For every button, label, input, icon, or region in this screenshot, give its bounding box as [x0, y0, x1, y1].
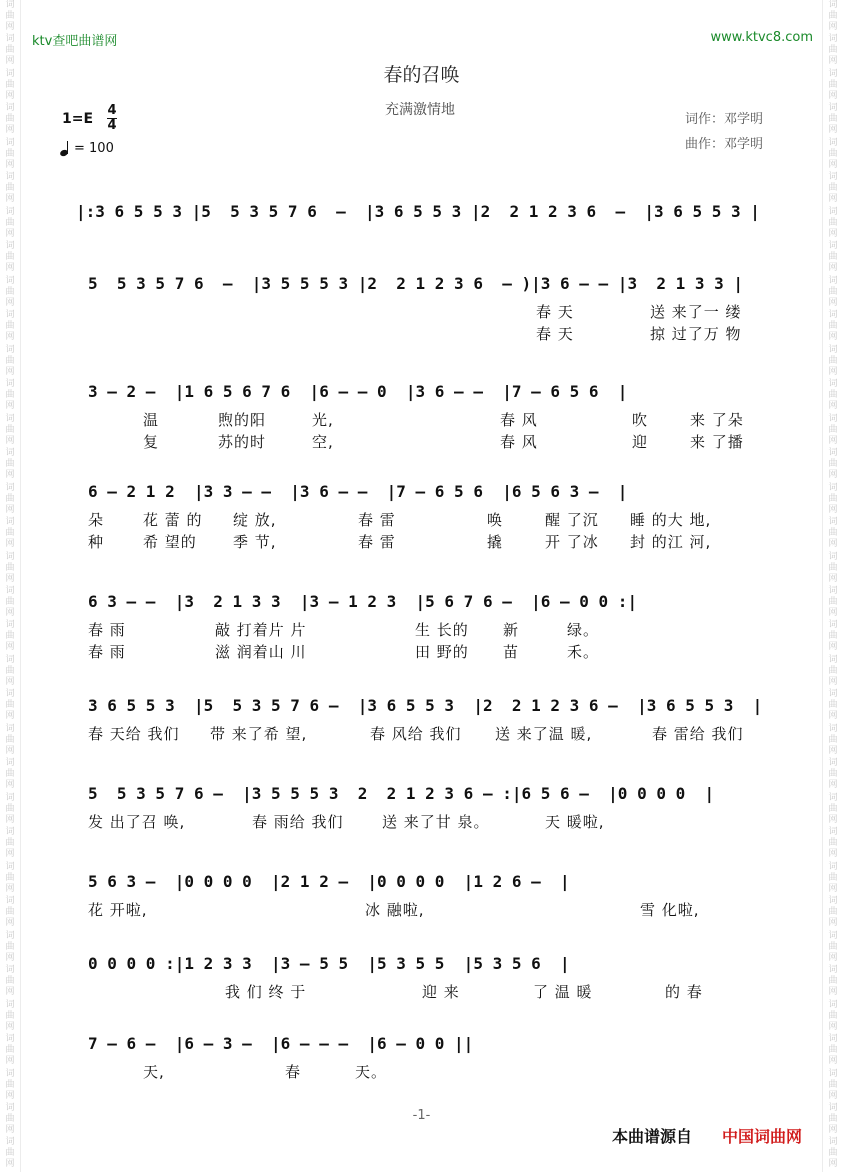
lyric-word: 醒 了沉 — [545, 511, 599, 529]
song-title: 春的召唤 — [383, 64, 460, 86]
lyric-word: 春 天给 我们 — [88, 725, 180, 743]
notation-row — [0, 1032, 843, 1056]
lyric-word: 雪 化啦, — [640, 901, 700, 919]
lyric-word: 禾。 — [567, 643, 600, 661]
lyric-line — [0, 724, 843, 744]
notation-row — [0, 480, 843, 504]
lyric-word: 天, — [143, 1063, 165, 1081]
lyric-word: 春 雷 — [358, 511, 396, 529]
tempo-marking — [60, 140, 114, 156]
notation-segment: 0 0 0 0 :|1 2 3 3 |3 – 5 5 |5 3 5 5 |5 3 5 6 | — [88, 954, 570, 973]
lyric-word: 春 雷 — [358, 533, 396, 551]
lyric-word: 苏的时 — [218, 433, 267, 451]
lyric-word: 种 — [88, 533, 105, 551]
lyric-word: 了 温 暖 — [533, 983, 593, 1001]
lyric-word: 复 — [143, 433, 160, 451]
lyric-word: 春 天 — [536, 303, 574, 321]
time-top: 4 — [107, 103, 117, 118]
left-watermark-strip: 词 曲 网 词 曲 网 词 曲 网 词 曲 网 词 曲 网 词 曲 网 词 曲 网 词 曲 网 词 曲 网 词 曲 网 词 曲 网 词 曲 网 词 曲 网 词 曲 网 词 曲 网 词 曲 网 词 曲 网 词 曲 网 词 曲 网 词 曲 网 词 曲 网 词 曲 网 词 曲 网 词 曲 网 词 曲 网 词 曲 网 词 曲 网 词 曲 网 词 曲 网 词 曲 网 词 曲 网 词 曲 网 词 曲 网 词 曲 网 — [0, 0, 21, 1172]
notation-segment: 6 – 2 1 2 |3 3 – – |3 6 – – |7 – 6 5 6 |6 5 6 3 – | — [88, 482, 628, 501]
key-signature — [62, 104, 117, 133]
lyric-word: 生 长的 — [415, 621, 469, 639]
time-bottom: 4 — [107, 118, 117, 133]
notation-row — [0, 380, 843, 404]
notation-segment: 6 3 – – |3 2 1 3 3 |3 – 1 2 3 |5 6 7 6 – |6 – 0 0 :| — [88, 592, 638, 611]
notation-segment: 5 5 3 5 7 6 – |3 5 5 5 3 |2 2 1 2 3 6 – )|3 6 – – |3 2 1 3 3 | — [88, 274, 744, 293]
lyric-word: 我 们 终 于 — [225, 983, 307, 1001]
lyric-word: 来 了朵 — [690, 411, 744, 429]
lyric-word: 春 雨 — [88, 643, 126, 661]
key-label: 1=E — [62, 110, 94, 127]
source-label: 本曲谱源自 — [612, 1127, 693, 1146]
lyric-word: 春 — [285, 1063, 302, 1081]
lyric-word: 春 风给 我们 — [370, 725, 462, 743]
lyric-line — [0, 302, 843, 322]
lyric-word: 希 望的 — [143, 533, 197, 551]
lyricist-credit: 词作：邓学明 — [685, 112, 764, 127]
notation-row — [0, 200, 843, 224]
source-site-link[interactable]: 中国词曲网 — [722, 1127, 803, 1146]
right-watermark-strip: 词 曲 网 词 曲 网 词 曲 网 词 曲 网 词 曲 网 词 曲 网 词 曲 网 词 曲 网 词 曲 网 词 曲 网 词 曲 网 词 曲 网 词 曲 网 词 曲 网 词 曲 网 词 曲 网 词 曲 网 词 曲 网 词 曲 网 词 曲 网 词 曲 网 词 曲 网 词 曲 网 词 曲 网 词 曲 网 词 曲 网 词 曲 网 词 曲 网 词 曲 网 词 曲 网 词 曲 网 词 曲 网 词 曲 网 词 曲 网 — [822, 0, 843, 1172]
lyric-word: 空, — [312, 433, 334, 451]
notation-row — [0, 272, 843, 296]
notation-row — [0, 952, 843, 976]
lyric-line — [0, 510, 843, 530]
notation-segment: |:3 6 5 5 3 |5 5 3 5 7 6 – |3 6 5 5 3 |2 2 1 2 3 6 – |3 6 5 5 3 | — [76, 202, 760, 221]
notation-segment: 5 6 3 – |0 0 0 0 |2 1 2 – |0 0 0 0 |1 2 6 – | — [88, 872, 570, 891]
lyric-word: 敲 打着片 片 — [215, 621, 307, 639]
lyric-line — [0, 1062, 843, 1082]
lyric-word: 天。 — [355, 1063, 388, 1081]
notation-row — [0, 694, 843, 718]
lyric-word: 温 — [143, 411, 160, 429]
lyric-word: 花 开啦, — [88, 901, 148, 919]
quarter-note-icon — [60, 140, 72, 156]
lyric-word: 撬 — [487, 533, 504, 551]
notation-row — [0, 590, 843, 614]
lyric-line — [0, 410, 843, 430]
lyric-word: 花 蕾 的 — [143, 511, 203, 529]
lyric-word: 迎 — [632, 433, 649, 451]
lyric-word: 送 来了甘 泉。 — [382, 813, 490, 831]
lyric-word: 绽 放, — [233, 511, 277, 529]
lyric-word: 唤 — [487, 511, 504, 529]
site-url-right[interactable]: www.ktvc8.com — [710, 30, 813, 45]
lyric-word: 新 — [503, 621, 520, 639]
site-name-left[interactable]: ktv查吧曲谱网 — [32, 34, 118, 49]
lyric-word: 迎 来 — [422, 983, 460, 1001]
lyric-word: 开 了冰 — [545, 533, 599, 551]
lyric-line — [0, 900, 843, 920]
lyric-word: 吹 — [632, 411, 649, 429]
lyric-word: 春 雷给 我们 — [652, 725, 744, 743]
lyric-word: 掠 过了万 物 — [650, 325, 742, 343]
time-signature — [107, 104, 117, 133]
lyric-word: 睡 的大 地, — [630, 511, 712, 529]
lyric-word: 苗 — [503, 643, 520, 661]
lyric-word: 送 来了一 缕 — [650, 303, 742, 321]
notation-row — [0, 870, 843, 894]
lyric-word: 绿。 — [567, 621, 600, 639]
tempo-expression: 充满激情地 — [385, 102, 455, 118]
lyric-word: 发 出了召 唤, — [88, 813, 186, 831]
lyric-line — [0, 432, 843, 452]
lyric-word: 送 来了温 暖, — [495, 725, 593, 743]
notation-segment: 3 6 5 5 3 |5 5 3 5 7 6 – |3 6 5 5 3 |2 2 1 2 3 6 – |3 6 5 5 3 | — [88, 696, 763, 715]
lyric-word: 春 风 — [500, 433, 538, 451]
lyric-word: 春 天 — [536, 325, 574, 343]
lyric-word: 带 来了希 望, — [210, 725, 308, 743]
lyric-word: 春 雨给 我们 — [252, 813, 344, 831]
lyric-line — [0, 620, 843, 640]
composer-credit: 曲作：邓学明 — [685, 137, 764, 152]
lyric-word: 田 野的 — [415, 643, 469, 661]
lyric-word: 春 风 — [500, 411, 538, 429]
lyric-word: 的 春 — [665, 983, 703, 1001]
lyric-word: 光, — [312, 411, 334, 429]
notation-segment: 7 – 6 – |6 – 3 – |6 – – – |6 – 0 0 || — [88, 1034, 474, 1053]
lyric-word: 滋 润着山 川 — [215, 643, 307, 661]
lyric-line — [0, 982, 843, 1002]
lyric-word: 封 的江 河, — [630, 533, 712, 551]
tempo-value: = 100 — [74, 140, 114, 156]
lyric-line — [0, 642, 843, 662]
lyric-line — [0, 324, 843, 344]
notation-segment: 3 – 2 – |1 6 5 6 7 6 |6 – – 0 |3 6 – – |7 – 6 5 6 | — [88, 382, 628, 401]
lyric-word: 季 节, — [233, 533, 277, 551]
notation-row — [0, 782, 843, 806]
lyric-line — [0, 532, 843, 552]
lyric-word: 煦的阳 — [218, 411, 267, 429]
lyric-line — [0, 812, 843, 832]
lyric-word: 来 了播 — [690, 433, 744, 451]
notation-segment: 5 5 3 5 7 6 – |3 5 5 5 3 2 2 1 2 3 6 – :|6 5 6 – |0 0 0 0 | — [88, 784, 715, 803]
lyric-word: 天 暖啦, — [545, 813, 605, 831]
lyric-word: 冰 融啦, — [365, 901, 425, 919]
lyric-word: 朵 — [88, 511, 105, 529]
page-number: -1- — [412, 1108, 431, 1123]
lyric-word: 春 雨 — [88, 621, 126, 639]
